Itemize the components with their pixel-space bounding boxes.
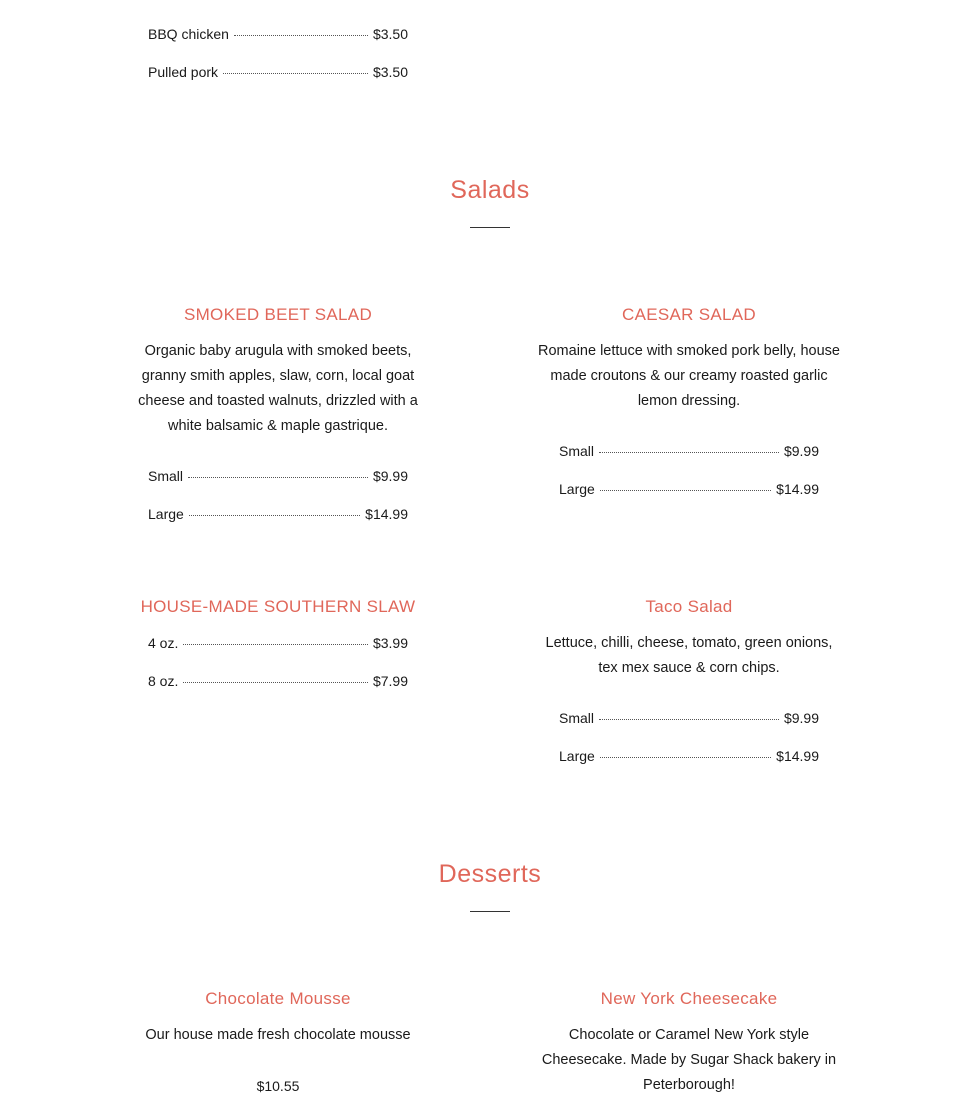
item-price: $10.55 (256, 1078, 300, 1094)
size-price: $9.99 (783, 443, 819, 459)
menu-row-bbq-chicken (148, 24, 408, 44)
menu-row-pulled-pork (148, 62, 408, 82)
item-description: Organic baby arugula with smoked beets, granny smith apples, slaw, corn, local goat cheese and toasted walnuts, drizzled with a white balsamic & maple gastrique. (138, 343, 418, 434)
item-price: $3.50 (372, 64, 408, 80)
dot-leader (599, 452, 779, 453)
size-row-large (559, 479, 819, 499)
size-label: 4 oz. (148, 635, 179, 651)
item-title-chocolate-mousse: Chocolate Mousse (205, 989, 351, 1008)
item-title-southern-slaw: HOUSE-MADE SOUTHERN SLAW (140, 597, 416, 616)
size-price: $9.99 (372, 468, 408, 484)
size-label: Large (148, 506, 184, 522)
item-description: Romaine lettuce with smoked pork belly, house made croutons & our creamy roasted garlic lemon dressing. (538, 343, 840, 409)
size-price: $9.99 (783, 710, 819, 726)
dot-leader (600, 757, 771, 758)
dot-leader (183, 682, 368, 683)
item-label: BBQ chicken (148, 26, 229, 42)
size-row-8oz (148, 671, 408, 691)
item-price: $3.50 (372, 26, 408, 42)
size-label: Small (148, 468, 184, 484)
size-label: Small (559, 443, 595, 459)
size-row-large (559, 746, 819, 766)
size-price: $14.99 (776, 481, 819, 497)
size-price: $14.99 (365, 506, 408, 522)
section-divider (470, 911, 510, 912)
dot-leader (189, 515, 360, 516)
dot-leader (599, 719, 779, 720)
item-description: Chocolate or Caramel New York style Cheesecake. Made by Sugar Shack bakery in Peterborough! (541, 1027, 837, 1093)
section-title-salads: Salads (450, 176, 530, 204)
size-row-small (148, 466, 408, 486)
item-title-caesar-salad: CAESAR SALAD (622, 305, 756, 324)
size-label: 8 oz. (148, 673, 179, 689)
size-price: $3.99 (372, 635, 408, 651)
size-label: Large (559, 748, 595, 764)
item-title-new-york-cheesecake: New York Cheesecake (600, 989, 778, 1008)
size-price: $7.99 (372, 673, 408, 689)
item-label: Pulled pork (148, 64, 219, 80)
size-price: $14.99 (776, 748, 819, 764)
item-description: Lettuce, chilli, cheese, tomato, green onions, tex mex sauce & corn chips. (545, 635, 833, 676)
size-label: Large (559, 481, 595, 497)
size-label: Small (559, 710, 595, 726)
section-divider (470, 227, 510, 228)
dot-leader (188, 477, 368, 478)
size-row-4oz (148, 633, 408, 653)
size-row-small (559, 441, 819, 461)
item-title-smoked-beet-salad: SMOKED BEET SALAD (183, 305, 373, 324)
section-title-desserts: Desserts (438, 860, 542, 888)
dot-leader (183, 644, 368, 645)
item-description: Our house made fresh chocolate mousse (145, 1027, 411, 1043)
dot-leader (223, 73, 368, 74)
dot-leader (600, 490, 771, 491)
dot-leader (234, 35, 368, 36)
size-row-small (559, 708, 819, 728)
item-title-taco-salad: Taco Salad (645, 597, 733, 616)
size-row-large (148, 504, 408, 524)
